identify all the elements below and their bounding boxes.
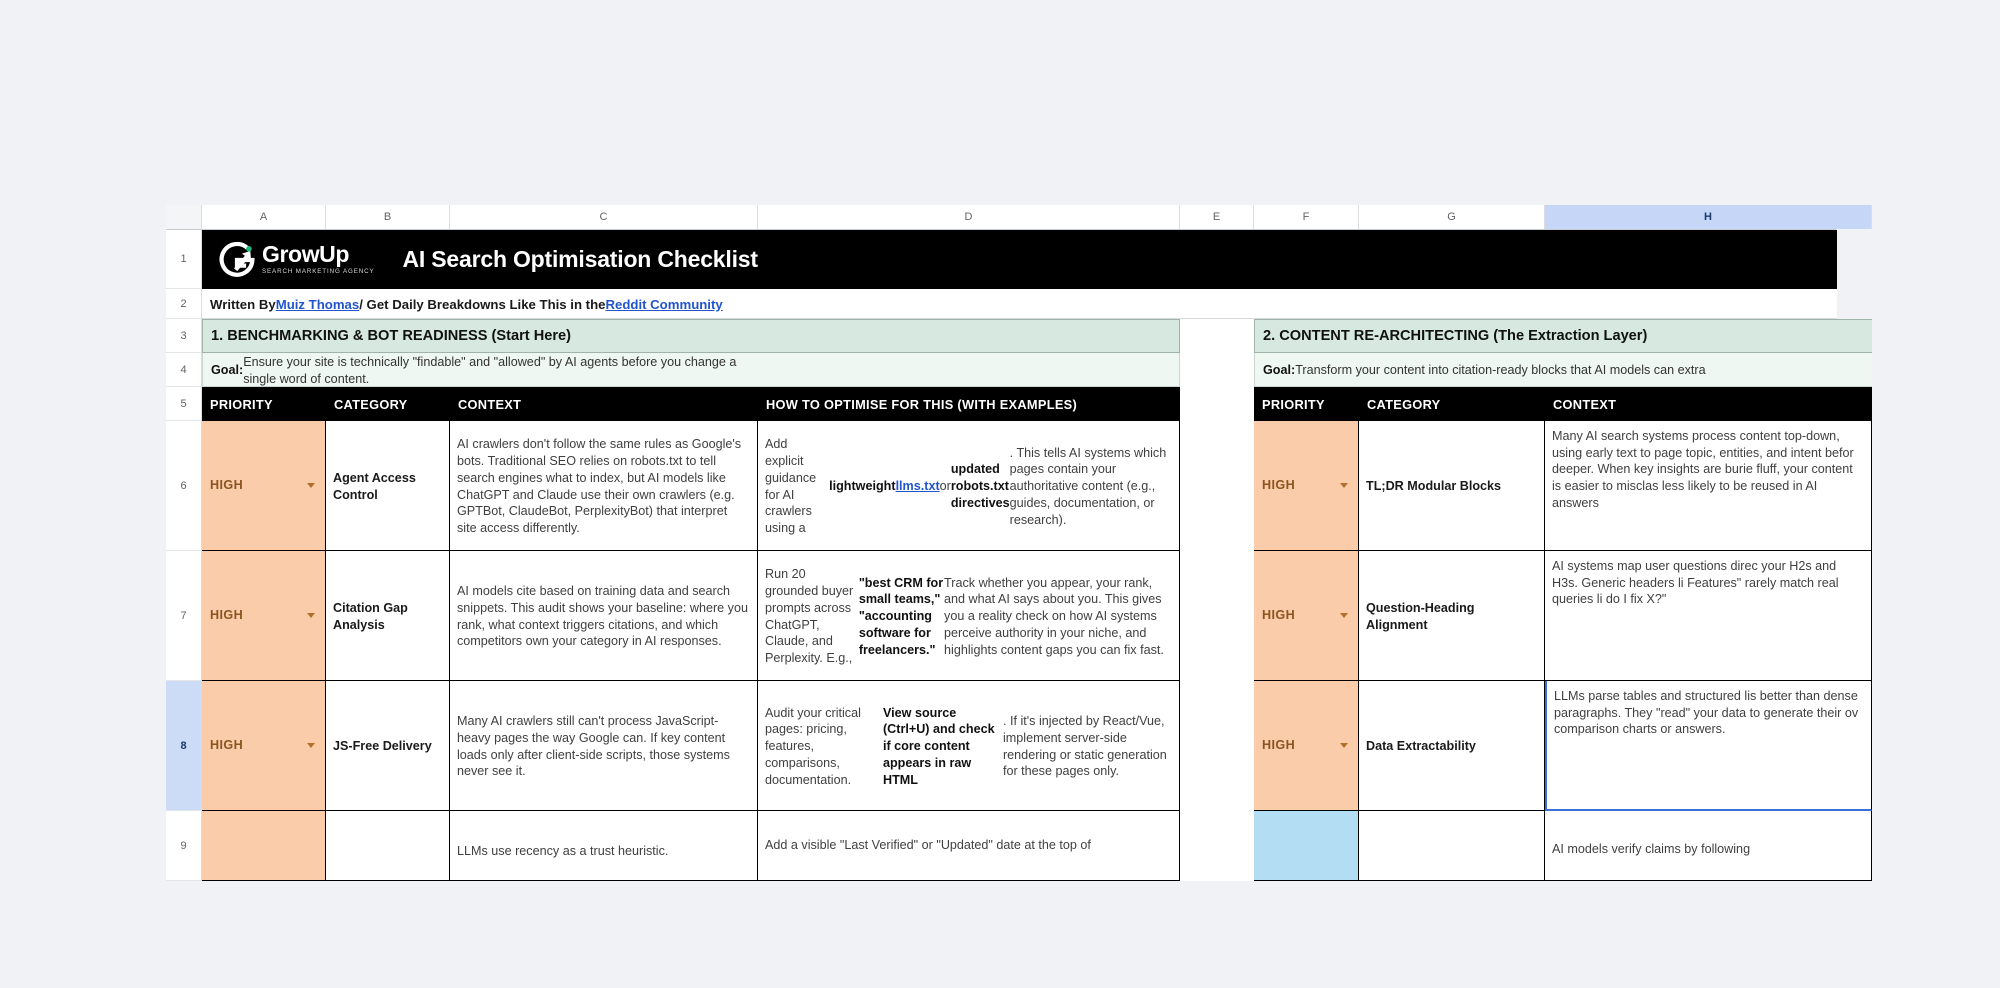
- section1-goal-text: Ensure your site is technically "findable" and "allowed" by AI agents before you change a single word of content.: [243, 354, 737, 386]
- s1-row2-howto: Run 20 grounded buyer prompts across ChatGPT, Claude, and Perplexity. E.g., "best CRM for small teams," "accounting software for freelancers." Track whether you appear, your rank, and what AI says about you. This gives you a reality check on how AI systems perceive authority in your niche, and highlights content gaps you can fix fast.: [758, 551, 1180, 681]
- s1-row3-priority-label: HIGH: [210, 738, 244, 753]
- s2-row1-context: Many AI search systems process content top-down, using early text to page topic, entities, and intent befor deeper. When key insights are burie fluff, your content is easier to misclas less likely to be reused in AI answers: [1545, 421, 1872, 551]
- row-8: [202, 681, 1872, 811]
- s2-row2-priority-label: HIGH: [1262, 608, 1296, 623]
- growup-logo-text: [262, 243, 375, 275]
- logo-tagline: SEARCH MARKETING AGENCY: [262, 268, 375, 276]
- s2-row3-priority[interactable]: [1254, 681, 1359, 811]
- row-header-2[interactable]: 2: [166, 289, 202, 319]
- s1-row3-category: JS-Free Delivery: [326, 681, 450, 811]
- s1-header-category: CATEGORY: [326, 387, 450, 421]
- row-1: [202, 230, 1872, 289]
- section2-title: 2. CONTENT RE-ARCHITECTING (The Extraction Layer): [1254, 319, 1872, 353]
- section2-goal: [1254, 353, 1872, 387]
- s1-row3-context: Many AI crawlers still can't process JavaScript-heavy pages the way Google can. If key content loads only after client-side scripts, those systems never see it.: [450, 681, 758, 811]
- s2-header-category: CATEGORY: [1359, 387, 1545, 421]
- select-all-corner[interactable]: [166, 205, 202, 229]
- section2-goal-label: Goal:: [1263, 363, 1296, 378]
- column-header-h[interactable]: H: [1545, 205, 1872, 229]
- spreadsheet-viewport[interactable]: [166, 205, 1859, 858]
- row-header-6[interactable]: 6: [166, 421, 202, 551]
- byline-prefix: Written By: [210, 296, 276, 312]
- s1-header-context: CONTEXT: [450, 387, 758, 421]
- grid-body: [166, 230, 1859, 881]
- chevron-down-icon[interactable]: [1340, 613, 1348, 618]
- author-link[interactable]: Muiz Thomas: [275, 296, 360, 312]
- section1-goal-tail: [758, 353, 1180, 387]
- s1-row4-context: LLMs use recency as a trust heuristic.: [450, 811, 758, 881]
- s2-row4-priority[interactable]: [1254, 811, 1359, 881]
- row-2-overflow: [1837, 289, 1872, 319]
- row-3: [202, 319, 1872, 353]
- s1-row2-priority-label: HIGH: [210, 608, 244, 623]
- section1-goal-label: Goal:: [211, 363, 244, 378]
- s1-row1-priority-label: HIGH: [210, 478, 244, 493]
- row-header-column: [166, 230, 202, 881]
- column-header-b[interactable]: B: [326, 205, 450, 229]
- llms-txt-link[interactable]: llms.txt: [895, 479, 940, 494]
- s2-header-priority: PRIORITY: [1254, 387, 1359, 421]
- gap-cell-e8[interactable]: [1180, 681, 1254, 811]
- column-header-g[interactable]: G: [1359, 205, 1545, 229]
- column-header-e[interactable]: E: [1180, 205, 1254, 229]
- s1-row1-category: Agent Access Control: [326, 421, 450, 551]
- s1-row4-category: [326, 811, 450, 881]
- column-header-d[interactable]: D: [758, 205, 1180, 229]
- chevron-down-icon[interactable]: [307, 613, 315, 618]
- row-header-9[interactable]: 9: [166, 811, 202, 881]
- row-header-1[interactable]: 1: [166, 230, 202, 289]
- s1-row4-howto: Add a visible "Last Verified" or "Updated" date at the top of: [758, 811, 1180, 881]
- row-header-7[interactable]: 7: [166, 551, 202, 681]
- gap-cell-e4[interactable]: [1180, 353, 1254, 387]
- row-4: [202, 353, 1872, 387]
- s2-row1-priority-label: HIGH: [1262, 478, 1296, 493]
- column-header-row: [166, 205, 1836, 230]
- s1-row4-priority[interactable]: [202, 811, 326, 881]
- page-title: AI Search Optimisation Checklist: [402, 246, 758, 273]
- s1-row3-howto: Audit your critical pages: pricing, features, comparisons, documentation. View source (Ctrl+U) and check if core content appears in raw HTML . If it's injected by React/Vue, implement server-side rendering or static generation for these pages only.: [758, 681, 1180, 811]
- s2-row1-priority[interactable]: [1254, 421, 1359, 551]
- gap-cell-e5[interactable]: [1180, 387, 1254, 421]
- s2-row3-priority-label: HIGH: [1262, 738, 1296, 753]
- growup-logo-icon: [216, 239, 258, 281]
- s2-row2-priority[interactable]: [1254, 551, 1359, 681]
- byline: [202, 289, 1837, 319]
- s2-row4-category: [1359, 811, 1545, 881]
- row-2: [202, 289, 1872, 319]
- row-5: [202, 387, 1872, 421]
- s2-header-context: CONTEXT: [1545, 387, 1872, 421]
- byline-middle: / Get Daily Breakdowns Like This in the: [359, 296, 606, 312]
- row-header-3[interactable]: 3: [166, 319, 202, 353]
- s1-row2-priority[interactable]: [202, 551, 326, 681]
- row-header-4[interactable]: 4: [166, 353, 202, 387]
- row-1-overflow: [1837, 230, 1872, 289]
- section1-goal: [202, 353, 758, 387]
- column-header-c[interactable]: C: [450, 205, 758, 229]
- s1-row1-howto: Add explicit guidance for AI crawlers using a lightweight llms.txt or updated robots.txt directives . This tells AI systems which pages contain your authoritative content (e.g., guides, documentation, or research).: [758, 421, 1180, 551]
- s1-row1-priority[interactable]: [202, 421, 326, 551]
- section1-title: 1. BENCHMARKING & BOT READINESS (Start Here): [202, 319, 758, 353]
- gap-cell-e3[interactable]: [1180, 319, 1254, 353]
- s1-row2-category: Citation Gap Analysis: [326, 551, 450, 681]
- row-header-8[interactable]: 8: [166, 681, 202, 811]
- s2-row3-context: LLMs parse tables and structured lis better than dense paragraphs. They "read" your data to generate their ov comparison charts or answers.: [1545, 681, 1872, 811]
- s1-row2-context: AI models cite based on training data and search snippets. This audit shows your baseline: where you rank, what context triggers citations, and which competitors own your category in AI responses.: [450, 551, 758, 681]
- chevron-down-icon[interactable]: [307, 743, 315, 748]
- column-header-a[interactable]: A: [202, 205, 326, 229]
- row-header-5[interactable]: 5: [166, 387, 202, 421]
- gap-cell-e7[interactable]: [1180, 551, 1254, 681]
- s1-header-howto: HOW TO OPTIMISE FOR THIS (WITH EXAMPLES): [758, 387, 1180, 421]
- s1-row3-priority[interactable]: [202, 681, 326, 811]
- row-7: [202, 551, 1872, 681]
- s2-row2-context: AI systems map user questions direc your H2s and H3s. Generic headers li Features" rarely match real queries li do I fix X?": [1545, 551, 1872, 681]
- row-6: [202, 421, 1872, 551]
- chevron-down-icon[interactable]: [1340, 743, 1348, 748]
- column-header-f[interactable]: F: [1254, 205, 1359, 229]
- growup-logo: [216, 239, 375, 281]
- s2-row3-category: Data Extractability: [1359, 681, 1545, 811]
- section2-goal-text: Transform your content into citation-ready blocks that AI models can extra: [1295, 363, 1706, 378]
- gap-cell-e6[interactable]: [1180, 421, 1254, 551]
- chevron-down-icon[interactable]: [307, 483, 315, 488]
- s1-row1-context: AI crawlers don't follow the same rules as Google's bots. Traditional SEO relies on robots.txt to tell search engines what to index, but AI models like ChatGPT and Claude use their own crawlers (e.g. GPTBot, ClaudeBot, PerplexityBot) that interpret site access differently.: [450, 421, 758, 551]
- row-9: [202, 811, 1872, 881]
- chevron-down-icon[interactable]: [1340, 483, 1348, 488]
- title-banner: [202, 230, 1837, 289]
- reddit-community-link[interactable]: Reddit Community: [605, 296, 723, 312]
- s1-header-priority: PRIORITY: [202, 387, 326, 421]
- logo-name: GrowUp: [262, 241, 350, 268]
- s2-row4-context: AI models verify claims by following: [1545, 811, 1872, 881]
- s2-row1-category: TL;DR Modular Blocks: [1359, 421, 1545, 551]
- s2-row2-category: Question-Heading Alignment: [1359, 551, 1545, 681]
- gap-cell-e9[interactable]: [1180, 811, 1254, 881]
- section1-title-tail: [758, 319, 1180, 353]
- cells-area: [202, 230, 1872, 881]
